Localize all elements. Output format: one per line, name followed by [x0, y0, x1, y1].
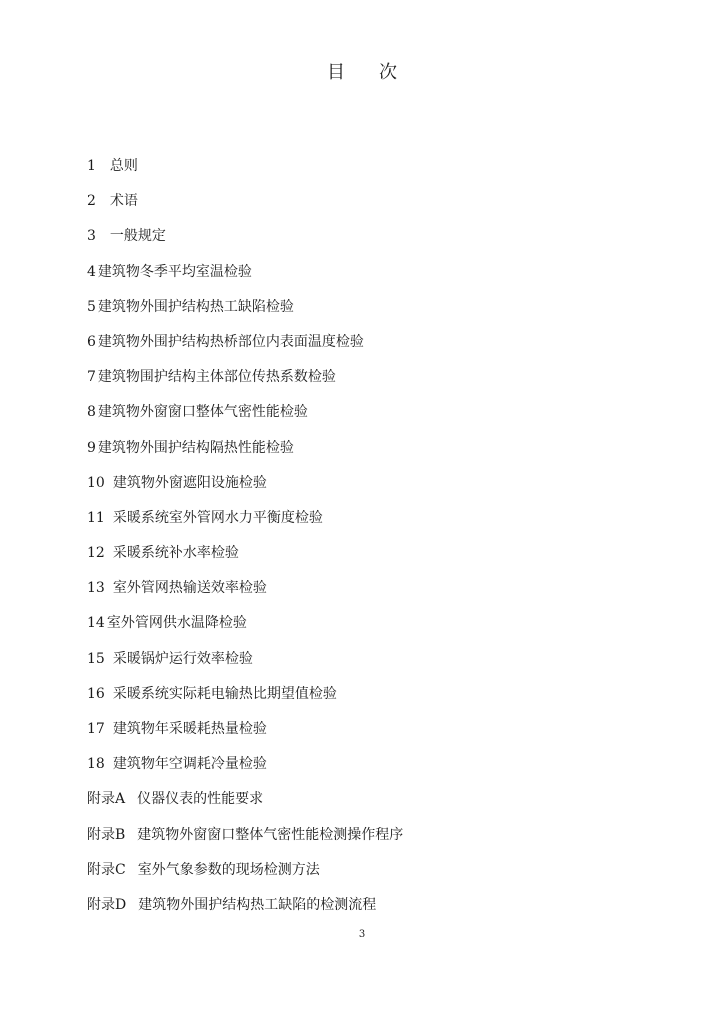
toc-appendix-d[interactable] — [87, 895, 664, 930]
toc-title: 室外气象参数的现场检测方法 — [137, 861, 320, 878]
toc-number: 附录D — [87, 896, 127, 913]
toc-appendix-a[interactable] — [87, 789, 664, 824]
toc-item-11[interactable] — [87, 508, 664, 543]
toc-number: 10 — [87, 474, 105, 491]
toc-item-14[interactable] — [87, 613, 664, 648]
toc-title: 建筑物年空调耗冷量检验 — [112, 756, 267, 773]
page-number: 3 — [358, 929, 366, 940]
table-of-contents — [87, 156, 664, 930]
toc-title: 建筑物外围护结构热桥部位内表面温度检验 — [97, 333, 364, 350]
toc-item-16[interactable] — [87, 684, 664, 719]
toc-appendix-b[interactable] — [87, 825, 664, 860]
toc-title: 一般规定 — [109, 228, 166, 245]
toc-title: 建筑物外窗遮阳设施检验 — [112, 474, 267, 491]
toc-appendix-c[interactable] — [87, 860, 664, 895]
toc-title: 建筑物外围护结构隔热性能检验 — [97, 439, 294, 456]
toc-item-2[interactable] — [87, 191, 664, 226]
toc-number: 1 — [87, 158, 96, 174]
toc-number: 附录B — [87, 826, 126, 843]
toc-title: 采暖系统补水率检验 — [112, 545, 239, 562]
toc-item-17[interactable] — [87, 719, 664, 754]
title-char-2: 次 — [379, 62, 397, 83]
title-char-1: 目 — [327, 62, 345, 83]
toc-number: 18 — [87, 756, 105, 773]
toc-number: 2 — [87, 193, 96, 210]
toc-item-9[interactable] — [87, 438, 664, 473]
toc-number: 附录C — [87, 861, 126, 878]
toc-item-1[interactable] — [87, 156, 664, 191]
toc-number: 附录A — [87, 791, 126, 808]
toc-title: 术语 — [109, 193, 138, 210]
toc-title: 室外管网热输送效率检验 — [112, 580, 267, 597]
toc-title: 室外管网供水温降检验 — [106, 615, 247, 632]
toc-item-10[interactable] — [87, 473, 664, 508]
toc-number: 14 — [87, 615, 105, 632]
toc-item-5[interactable] — [87, 297, 664, 332]
toc-number: 13 — [87, 580, 105, 597]
toc-number: 17 — [87, 721, 105, 737]
toc-title: 建筑物围护结构主体部位传热系数检验 — [97, 369, 336, 386]
toc-number: 11 — [87, 509, 105, 526]
toc-item-3[interactable] — [87, 226, 664, 261]
page-title — [0, 58, 724, 84]
toc-title: 建筑物外窗窗口整体气密性能检验 — [97, 404, 308, 421]
toc-item-6[interactable] — [87, 332, 664, 367]
toc-item-15[interactable] — [87, 649, 664, 684]
toc-title: 建筑物年采暖耗热量检验 — [112, 721, 267, 737]
toc-number: 4 — [87, 263, 96, 280]
toc-title: 总则 — [109, 158, 138, 174]
toc-number: 16 — [87, 685, 105, 702]
toc-title: 采暖锅炉运行效率检验 — [112, 650, 253, 667]
toc-item-7[interactable] — [87, 367, 664, 402]
toc-number: 15 — [87, 650, 105, 667]
toc-number: 5 — [87, 298, 96, 315]
toc-title: 采暖系统室外管网水力平衡度检验 — [112, 509, 323, 526]
toc-item-8[interactable] — [87, 402, 664, 437]
toc-item-13[interactable] — [87, 578, 664, 613]
toc-number: 12 — [87, 545, 105, 562]
toc-number: 3 — [87, 228, 96, 245]
toc-title: 建筑物外围护结构热工缺陷的检测流程 — [138, 896, 377, 913]
toc-number: 8 — [87, 404, 96, 421]
toc-item-12[interactable] — [87, 543, 664, 578]
toc-item-18[interactable] — [87, 754, 664, 789]
toc-number: 9 — [87, 439, 96, 456]
toc-title: 仪器仪表的性能要求 — [137, 791, 264, 808]
toc-number: 6 — [87, 333, 96, 350]
toc-title: 采暖系统实际耗电输热比期望值检验 — [112, 685, 337, 702]
toc-item-4[interactable] — [87, 262, 664, 297]
toc-number: 7 — [87, 369, 96, 386]
toc-title: 建筑物外窗窗口整体气密性能检测操作程序 — [137, 826, 404, 843]
toc-title: 建筑物冬季平均室温检验 — [97, 263, 252, 280]
toc-title: 建筑物外围护结构热工缺陷检验 — [97, 298, 294, 315]
